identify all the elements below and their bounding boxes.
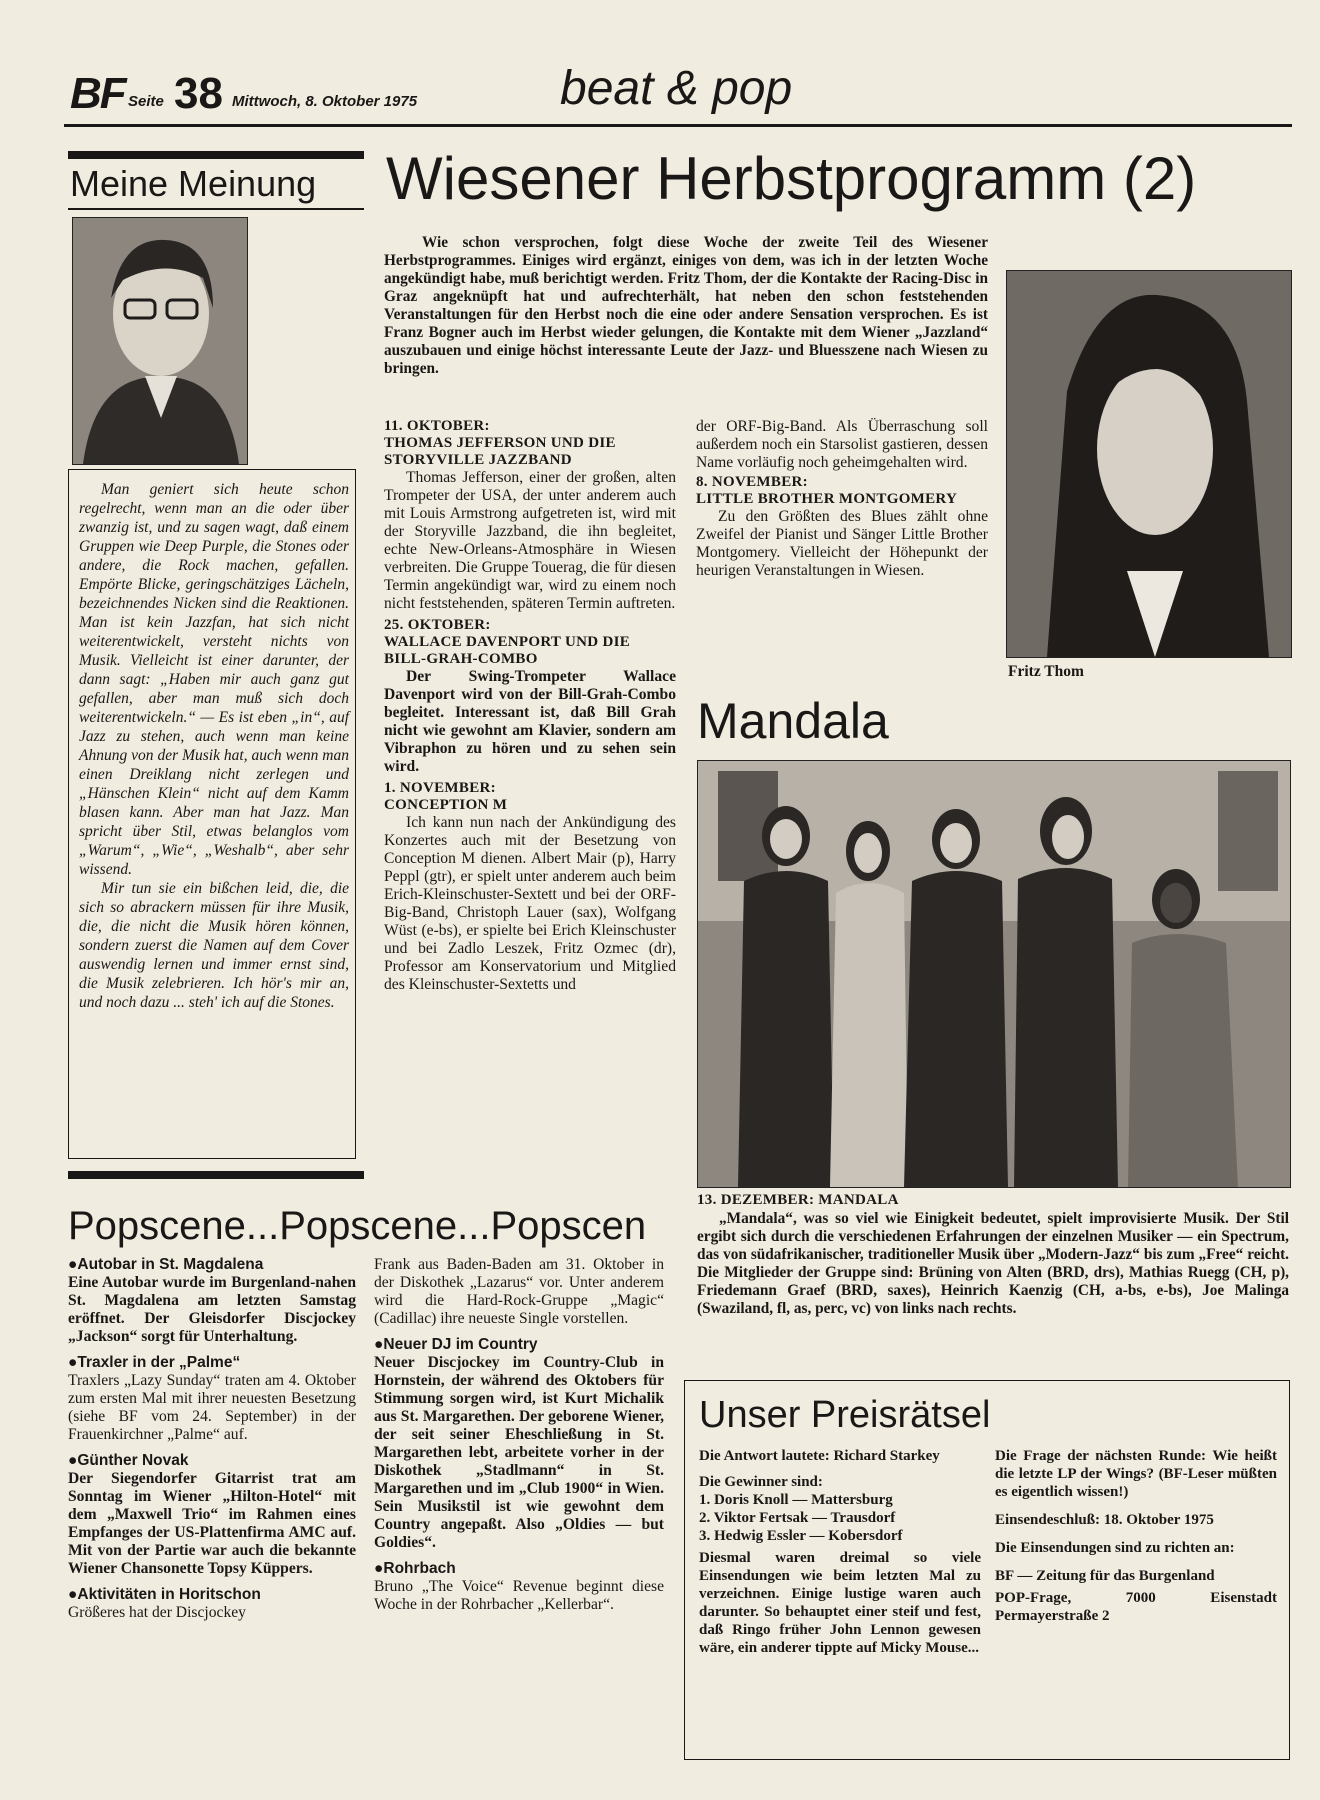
quiz-note: Diesmal waren dreimal so viele Einsendungen wie beim letzten Mal zu verzeichnen. Einige lustige waren auch darunter. So behauptet einer steif und fest, daß Ringo früher John Lennon gewesen wäre, ein anderer tippte auf Micky Mouse...: [699, 1550, 981, 1656]
mandala-event-head: 13. DEZEMBER: MANDALA: [697, 1192, 899, 1208]
quiz-address-1: BF — Zeitung für das Burgenland: [995, 1568, 1215, 1584]
bullet-icon: ●: [68, 1586, 78, 1603]
popscene-col-2: [374, 1256, 664, 1614]
column-bottom-rule: [68, 1171, 364, 1179]
quiz-winner-3: 3. Hedwig Essler — Kobersdorf: [699, 1528, 903, 1544]
event-3-continued: der ORF-Big-Band. Als Überraschung soll außerdem noch ein Starsolist gastieren, dessen Name vorläufig noch geheimgehalten wird.: [696, 418, 988, 471]
popscene-headline: Popscene...Popscene...Popscen: [68, 1204, 647, 1248]
header-rule: [64, 124, 1292, 127]
section-title: beat & pop: [560, 62, 793, 115]
event-4-text: Zu den Größten des Blues zählt ohne Zweifel der Pianist und Sänger Little Brother Montgomery. Vielleicht der Höhepunkt der heurigen Veranstaltungen in Wiesen.: [696, 508, 988, 579]
event-3-title: CONCEPTION M: [384, 797, 508, 813]
event-4-title: LITTLE BROTHER MONTGOMERY: [696, 491, 958, 507]
article-col-1: [384, 418, 676, 994]
pop-item-7-text: Bruno „The Voice“ Revenue beginnt diese Woche in der Rohrbacher „Kellerbar“.: [374, 1578, 664, 1613]
quiz-deadline: Einsendeschluß: 18. Oktober 1975: [995, 1512, 1214, 1528]
pop-item-1-head: [68, 1256, 356, 1274]
pop-item-6-head: [374, 1336, 664, 1354]
page-label: Seite: [128, 93, 164, 110]
mandala-headline: Mandala: [697, 693, 889, 749]
event-3-date: 1. NOVEMBER:: [384, 780, 496, 796]
event-2-text: Der Swing-Trompeter Wallace Davenport wird von der Bill-Grah-Combo begleitet. Interessant ist, daß Bill Grah nicht wie gewohnt am Klavier, sondern am Vibraphon zu hören und zu sehen sein wird.: [384, 668, 676, 775]
event-1-title: THOMAS JEFFERSON UND DIE STORYVILLE JAZZBAND: [384, 435, 616, 468]
pop-item-3-text: Der Siegendorfer Gitarrist trat am Sonntag im Wiener „Hilton-Hotel“ mit dem „Maxwell Trio“ im Rahmen eines Empfanges der US-Plattenfirma AMC auf. Mit von der Partie war auch die bekannte Wiener Chansonette Topsy Küppers.: [68, 1470, 356, 1577]
bullet-icon: ●: [68, 1354, 78, 1371]
issue-date: Mittwoch, 8. Oktober 1975: [232, 93, 418, 110]
article-col-2: [696, 418, 988, 580]
pop-item-7-title: Rohrbach: [383, 1560, 456, 1577]
pop-item-1-text: Eine Autobar wurde im Burgenland-nahen St. Magdalena am letzten Samstag eröffnet. Der Gleisdorfer Discjockey „Jackson“ sorgt für Unterhaltung.: [68, 1274, 356, 1345]
mandala-group-photo-image: [698, 761, 1290, 1187]
event-4-date: 8. NOVEMBER:: [696, 474, 808, 490]
bullet-icon: ●: [374, 1336, 384, 1353]
author-photo-image: [73, 218, 247, 464]
page-number: 38: [174, 69, 223, 118]
quiz-col-2: [995, 1447, 1277, 1625]
quiz-title: Unser Preisrätsel: [699, 1394, 991, 1436]
pop-item-5-text: Frank aus Baden-Baden am 31. Oktober in der Diskothek „Lazarus“ vor. Unter anderem wird die Hard-Rock-Gruppe „Magic“ (Cadillac) ihre neueste Single vorstellen.: [374, 1256, 664, 1327]
quiz-question: Die Frage der nächsten Runde: Wie heißt die letzte LP der Wings? (BF-Leser müßten es eigentlich wissen!): [995, 1448, 1277, 1500]
bullet-icon: ●: [68, 1452, 78, 1469]
column-text-2: Mir tun sie ein bißchen leid, die, die sich so abrackern müssen für ihre Musik, die, die nicht die Musik hören können, sondern zuerst die Namen auf dem Cover auswendig lernen und immer ernst sind, die Musik zelebrieren. Ich hör's mir an, und noch dazu ... steh' ich auf die Stones.: [79, 880, 349, 1011]
pop-item-2-title: Traxler in der „Palme“: [77, 1354, 241, 1371]
quiz-box: [684, 1380, 1290, 1760]
fritz-thom-photo-image: [1007, 271, 1291, 657]
main-headline: Wiesener Herbstprogramm (2): [386, 145, 1197, 212]
column-box: [68, 469, 356, 1159]
quiz-address-2: POP-Frage, 7000 Eisenstadt Permayerstraße 2: [995, 1590, 1277, 1624]
bullet-icon: ●: [68, 1256, 78, 1273]
pop-item-3-title: Günther Novak: [77, 1452, 189, 1469]
quiz-winner-2: 2. Viktor Fertsak — Trausdorf: [699, 1510, 896, 1526]
quiz-send-to: Die Einsendungen sind zu richten an:: [995, 1540, 1235, 1556]
event-1-date: 11. OKTOBER:: [384, 418, 490, 434]
column-title: Meine Meinung: [70, 163, 317, 204]
column-top-rule: [68, 151, 364, 159]
event-2-title: WALLACE DAVENPORT UND DIE BILL-GRAH-COMBO: [384, 634, 631, 667]
column-title-rule: [68, 208, 364, 210]
pop-item-6-title: Neuer DJ im Country: [383, 1336, 538, 1353]
bullet-icon: ●: [374, 1560, 384, 1577]
quiz-answer: Die Antwort lautete: Richard Starkey: [699, 1448, 940, 1464]
fritz-thom-photo: [1006, 270, 1292, 658]
pop-item-2-head: [68, 1354, 356, 1372]
event-3-text: Ich kann nun nach der Ankündigung des Konzertes auch mit der Besetzung von Conception M dienen. Albert Mair (p), Harry Peppl (gtr), er spielt unter anderem auch beim Erich-Kleinschuster-Sextett und bei der ORF-Big-Band, Christoph Lauer (sax), Wolfgang Wüst (e-bs), er spielte bei Erich Kleinschuster und bei Zadlo Leszek, Fritz Ozmec (dr), Professor am Konservatorium und Mitglied des Kleinschuster-Sextetts und: [384, 814, 676, 993]
column-text: Man geniert sich heute schon regelrecht, wenn man an die oder über zwanzig ist, und zu sagen wagt, daß einem Gruppen wie Deep Purple, die Stones oder andere, die Rock machen, gefallen. Empörte Blicke, geringschätziges Lächeln, bezeichnendes Nicken sind die Reaktionen. Man ist kein Jazzfan, hat sich nicht weiterentwickelt, versteht nichts von Musik. Vielleicht ist einer darunter, der dann sagt: „Haben mir auch ganz gut gefallen, aber man muß sich doch weiterentwickeln.“ — Es ist eben „in“, auf Jazz zu stehen, auch wenn man keine Ahnung von der Musik hat, auch wenn man einen Dreiklang nicht zerlegen und „Hänschen Klein“ nicht auf dem Kamm blasen kann. Aber man hat Jazz. Man spricht über Stil, etwas belanglos vom „Warum“, „Wie“, „Weshalb“, aber sehr wissend.: [79, 481, 349, 878]
pop-item-4-head: [68, 1586, 356, 1604]
quiz-col-1: [699, 1447, 981, 1657]
main-intro: Wie schon versprochen, folgt diese Woche der zweite Teil des Wiesener Herbstprogrammes. Einiges wird ergänzt, einiges von dem, was ich in der letzten Woche angekündigt habe, muß berichtigt werden. Fritz Thom, der die Kontakte der Racing-Disc in Graz angeknüpft hat und aufrechterhält, hat neben den schon feststehenden Veranstaltungen für den Herbst noch die eine oder andere Sensation versprochen. Es ist Franz Bogner auch im Herbst wieder gelungen, die Kontakte mit dem Wiener „Jazzland“ auszubauen und einige höchst interessante Leute der Jazz- und Bluesszene nach Wiesen zu bringen.: [384, 234, 988, 377]
quiz-winners-label: Die Gewinner sind:: [699, 1474, 823, 1490]
pop-item-1-title: Autobar in St. Magdalena: [77, 1256, 264, 1273]
mandala-group-photo: [697, 760, 1291, 1188]
masthead-logo: BF: [70, 69, 125, 118]
event-2-date: 25. OKTOBER:: [384, 617, 491, 633]
pop-item-4-text: Größeres hat der Discjockey: [68, 1604, 246, 1621]
pop-item-4-title: Aktivitäten in Horitschon: [77, 1586, 261, 1603]
author-photo: [72, 217, 248, 465]
pop-item-7-head: [374, 1560, 664, 1578]
quiz-winner-1: 1. Doris Knoll — Mattersburg: [699, 1492, 893, 1508]
pop-item-6-text: Neuer Discjockey im Country-Club in Hornstein, der während des Oktobers für Stimmung sorgen wird, ist Kurt Michalik aus St. Margarethen. Der geborene Wiener, der seit seiner Eheschließung in St. Margarethen lebt, arbeitete vorher in der Diskothek „Stadlmann“ in St. Margarethen und im „Club 1900“ in Wien. Sein Musikstil ist wie gewohnt dem Country angepaßt. Also „Oldies — but Goldies“.: [374, 1354, 664, 1551]
event-1-text: Thomas Jefferson, einer der großen, alten Trompeter der USA, der unter anderem auch mit Louis Armstrong aufgetreten ist, wird mit der Storyville Jazzband, die ihn begleitet, echte New-Orleans-Atmosphäre in Wiesen verbreiten. Die Gruppe Touerag, die für diesen Termin angekündigt war, wird zu einem noch nicht feststehenden, späteren Termin auftreten.: [384, 469, 676, 612]
pop-item-3-head: [68, 1452, 356, 1470]
pop-item-2-text: Traxlers „Lazy Sunday“ traten am 4. Oktober zum ersten Mal mit ihrer neuesten Besetzung (siehe BF vom 24. September) in der Frauenkirchner „Palme“ auf.: [68, 1372, 356, 1443]
mandala-text: „Mandala“, was so viel wie Einigkeit bedeutet, spielt improvisierte Musik. Der Stil ergibt sich durch die verschiedenen Erfahrungen der einzelnen Musiker — ein Spectrum, das von südafrikanischer, traditioneller Musik über „Modern-Jazz“ bis zum „Free“ reicht. Die Mitglieder der Gruppe sind: Brüning von Alten (BRD, drs), Mathias Ruegg (CH, p), Friedemann Graef (BRD, saxes), Heinrich Kaenzig (CH, a-bs, e-bs), Joe Malinga (Swaziland, fl, as, perc, vc) von links nach rechts.: [697, 1210, 1289, 1317]
fritz-thom-caption: Fritz Thom: [1008, 663, 1084, 680]
popscene-col-1: [68, 1256, 356, 1622]
